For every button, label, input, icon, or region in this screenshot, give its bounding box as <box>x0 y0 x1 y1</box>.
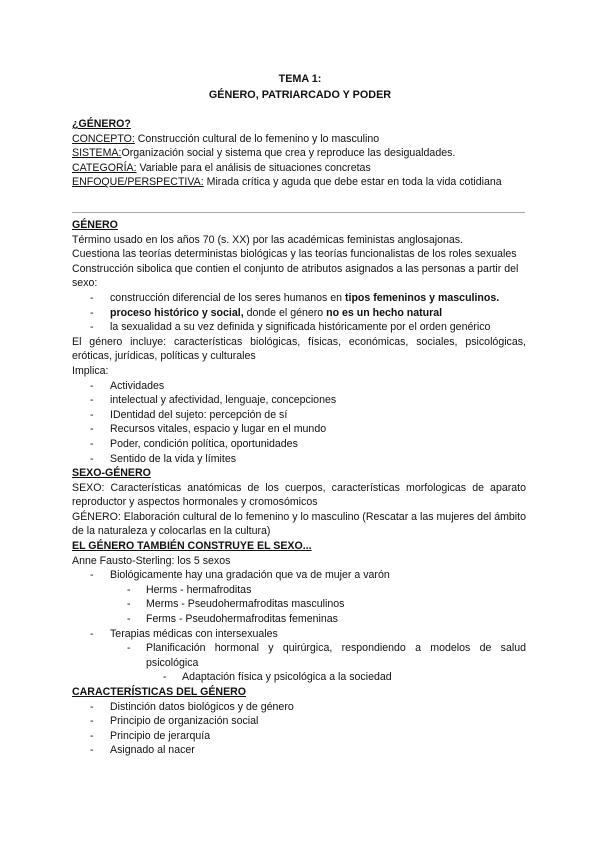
item-text: IDentidad del sujeto: percepción de sí <box>110 408 288 421</box>
item-text: Principio de organización social <box>110 715 259 728</box>
item-text: Actividades <box>110 379 165 392</box>
section-heading-construye: EL GÉNERO TAMBIÉN CONSTRUYE EL SEXO... <box>72 540 312 553</box>
bullet-dash: - <box>90 700 94 713</box>
bullet-dash: - <box>127 598 131 611</box>
item-text: Recursos vitales, espacio y lugar en el mundo <box>110 423 327 436</box>
list-item <box>72 714 526 729</box>
list-item <box>72 379 526 394</box>
horizontal-divider <box>72 212 525 213</box>
list-item <box>72 743 526 758</box>
paragraph: Anne Fausto-Sterling: los 5 sexos <box>72 554 231 567</box>
document-title: TEMA 1: <box>278 73 322 85</box>
list-item <box>72 422 526 437</box>
sub-list-item <box>72 641 526 670</box>
item-text: Terapias médicas con intersexuales <box>110 627 278 640</box>
list-item <box>72 568 526 583</box>
genero-section <box>72 218 526 758</box>
bullet-dash: - <box>90 321 94 334</box>
paragraph: Implica: <box>72 364 109 377</box>
bullet-dash: - <box>90 291 94 304</box>
list-item <box>72 408 526 423</box>
sub-list-item <box>72 612 526 627</box>
item-text: Adaptación física y psicológica a la sociedad <box>182 671 392 684</box>
paragraph: El género incluye: características biológicas, físicas, económicas, sociales, psicológicas, eróticas, jurídicas, políticas y culturales <box>72 335 526 363</box>
section-heading-genero: GÉNERO <box>72 219 118 231</box>
def-text: Variable para el análisis de situaciones concretas <box>136 161 371 174</box>
list-item <box>72 452 526 467</box>
def-term: SISTEMA: <box>72 147 122 160</box>
item-text: construcción diferencial de los seres humanos en <box>110 291 345 304</box>
list-item <box>72 393 526 408</box>
def-line <box>72 161 526 176</box>
item-text: intelectual y afectividad, lenguaje, concepciones <box>110 394 337 407</box>
item-text: la sexualidad a su vez definida y significada históricamente por el orden genérico <box>110 321 491 334</box>
paragraph: Construcción sibolica que contien el conjunto de atributos asignados a las personas a partir del sexo: <box>72 262 519 290</box>
list-item <box>72 306 526 321</box>
list-item <box>72 729 526 744</box>
bullet-dash: - <box>90 627 94 640</box>
bullet-dash: - <box>90 394 94 407</box>
bullet-dash: - <box>90 744 94 757</box>
bullet-dash: - <box>127 583 131 596</box>
item-text: Asignado al nacer <box>110 744 195 757</box>
def-term: CONCEPTO: <box>72 132 135 145</box>
paragraph: Término usado en los años 70 (s. XX) por las académicas feministas anglosajonas. <box>72 233 463 246</box>
bullet-dash: - <box>90 408 94 421</box>
item-text: Principio de jerarquía <box>110 729 211 742</box>
bullet-dash: - <box>90 423 94 436</box>
item-text: Ferms - Pseudohermafroditas femeninas <box>146 613 338 626</box>
document-subtitle: GÉNERO, PATRIARCADO Y PODER <box>208 89 392 101</box>
def-text: Organización social y sistema que crea y reproduce las desigualdades. <box>121 147 456 160</box>
item-text: Herms - hermafroditas <box>146 583 252 596</box>
section-heading-sexo-genero: SEXO-GÉNERO <box>72 467 151 480</box>
item-text: Sentido de la vida y límites <box>110 452 237 465</box>
def-term: CATEGORÍA: <box>72 161 137 174</box>
item-text: Planificación hormonal y quirúrgica, respondiendo a modelos de salud psicológica <box>146 642 526 669</box>
def-term: ENFOQUE/PERSPECTIVA: <box>72 176 204 189</box>
list-item <box>72 627 526 642</box>
item-text: Biológicamente hay una gradación que va de mujer a varón <box>110 569 390 582</box>
bullet-dash: - <box>90 569 94 582</box>
item-text-bold: tipos femeninos y masculinos. <box>344 291 500 304</box>
sub-list-item <box>72 583 526 598</box>
bullet-dash: - <box>90 452 94 465</box>
def-line <box>72 132 526 147</box>
sub-list-item <box>72 597 526 612</box>
item-text: Merms - Pseudohermafroditas masculinos <box>146 598 345 611</box>
section-heading-caracteristicas: CARACTERÍSTICAS DEL GÉNERO <box>72 686 247 698</box>
sub-sub-list-item <box>72 670 526 685</box>
item-text: Distinción datos biológicos y de género <box>110 700 294 713</box>
item-text-bold: no es un hecho natural <box>326 306 443 319</box>
list-item <box>72 700 526 715</box>
list-item <box>72 437 526 452</box>
item-text: Poder, condición política, oportunidades <box>110 437 298 450</box>
item-text-bold: proceso histórico y social, <box>110 306 244 319</box>
bullet-dash: - <box>163 671 167 684</box>
def-text: Mirada crítica y aguda que debe estar en toda la vida cotidiana <box>203 176 502 189</box>
list-item <box>72 320 526 335</box>
paragraph: GÉNERO: Elaboración cultural de lo femenino y lo masculino (Rescatar a las mujeres del ámbito de la naturaleza y colocarlas en la cultura) <box>72 510 526 538</box>
bullet-dash: - <box>90 729 94 742</box>
bullet-dash: - <box>90 437 94 450</box>
bullet-dash: - <box>127 613 131 626</box>
section-heading-genero-question: ¿GÉNERO? <box>72 118 131 130</box>
def-line <box>72 146 526 161</box>
intro-section <box>72 117 526 190</box>
def-line <box>72 175 526 190</box>
bullet-dash: - <box>127 642 131 655</box>
item-text: donde el género <box>243 306 327 319</box>
list-item <box>72 291 526 306</box>
bullet-dash: - <box>90 306 94 319</box>
paragraph: SEXO: Características anatómicas de los cuerpos, características morfologicas de aparato reproductor y aspectos hormonales y cromosómicos <box>72 481 526 509</box>
paragraph: Cuestiona las teorías deterministas biológicas y las teorías funcionalistas de los roles sexuales <box>72 248 517 261</box>
bullet-dash: - <box>90 379 94 392</box>
def-text: Construcción cultural de lo femenino y lo masculino <box>134 132 380 145</box>
bullet-dash: - <box>90 715 94 728</box>
